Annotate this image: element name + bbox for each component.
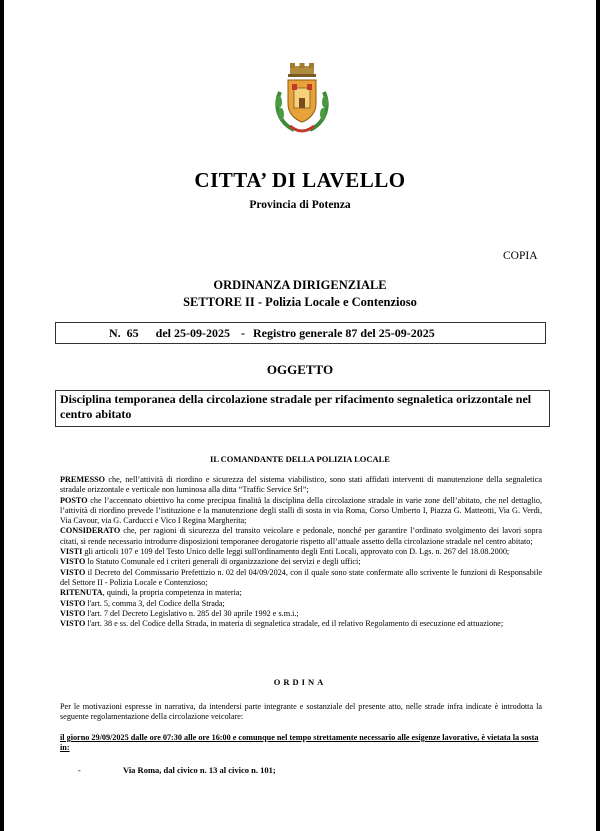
- ordinance-number-box: [55, 322, 546, 344]
- ordinance-date: del 25-09-2025: [155, 325, 230, 340]
- premise-text: che, nell’attività di riordino e sicurezza del sistema viabilistico, sono stati affidati interventi di manutenzione della segnaletica stradale orizzontale e verticale non luminosa alla ditta “Traffic Service Srl”;: [60, 475, 542, 495]
- premise-paragraph: [60, 599, 542, 609]
- order-intro: [60, 702, 542, 723]
- premise-paragraph: [60, 496, 542, 527]
- subject-text: Disciplina temporanea della circolazione stradale per rifacimento segnaletica orizzontale nel centro abitato: [60, 392, 532, 421]
- premise-paragraph: [60, 619, 542, 629]
- premise-lead: VISTO: [60, 598, 86, 608]
- premise-paragraph: [60, 475, 542, 496]
- premise-paragraph: [60, 526, 542, 547]
- order-heading: ORDINA: [273, 677, 327, 687]
- premise-text: l'art. 38 e ss. del Codice della Strada, in materia di segnaletica stradale, ed il relativo Regolamento di esecuzione ed attuazione;: [85, 619, 504, 629]
- document-page: [4, 0, 596, 831]
- premise-text: lo Statuto Comunale ed i criteri generali di organizzazione dei servizi e degli uffici;: [85, 557, 361, 567]
- premise-text: che l’accennato obiettivo ha come precipua finalità la disciplina della circolazione stradale in varie zone dell’abitato, che nel dettaglio, l’attività di riordino prevede l’istituzione e la manutenzione degli stalli di sosta in via Roma, Corso Umberto I, Piazza G. Matteotti, Via G. Verdi, Via Cavour, via G. Carducci e Vico I Regina Margherita;: [60, 495, 542, 526]
- premise-lead: VISTO: [60, 557, 86, 567]
- premise-paragraph: [60, 568, 542, 589]
- ordinance-title: ORDINANZA DIRIGENZIALE: [213, 278, 387, 292]
- premise-text: gli articoli 107 e 109 del Testo Unico delle leggi sull'ordinamento degli Enti Locali, approvato con D. Lgs. n. 267 del 18.08.2000;: [82, 547, 510, 557]
- premise-paragraph: [60, 588, 542, 598]
- premise-paragraph: [60, 547, 542, 557]
- province-name: Provincia di Potenza: [249, 199, 351, 211]
- premise-lead: PREMESSO: [60, 475, 106, 484]
- premise-lead: POSTO: [60, 495, 88, 505]
- city-name: CITTA’ DI LAVELLO: [194, 168, 406, 192]
- order-rule: [60, 733, 542, 754]
- premise-lead: VISTO: [60, 567, 86, 577]
- premise-lead: VISTO: [60, 619, 86, 629]
- authority-heading: IL COMANDANTE DELLA POLIZIA LOCALE: [210, 454, 390, 464]
- order-rule-text: il giorno 29/09/2025 dalle ore 07:30 alle ore 16:00 e comunque nel tempo strettamente necessario alle esigenze lavorative, è vietata la sosta in:: [60, 733, 539, 753]
- premise-text: il Decreto del Commissario Prefettizio n. 02 del 04/09/2024, con il quale sono state confermate allo scrivente le funzioni di Responsabile del Settore II - Polizia Locale e Contenzioso;: [60, 567, 542, 587]
- ordinance-number: N. 65: [109, 325, 139, 340]
- ordinance-sector: SETTORE II - Polizia Locale e Contenzioso: [183, 295, 417, 309]
- premises-section: [60, 475, 542, 629]
- ordinance-registry: Registro generale 87 del 25-09-2025: [253, 325, 435, 340]
- number-separator: -: [241, 325, 245, 340]
- copy-label: COPIA: [503, 250, 538, 262]
- subject-heading: OGGETTO: [266, 362, 334, 377]
- premise-paragraph: [60, 609, 542, 619]
- premise-text: l'art. 5, comma 3, del Codice della Strada;: [85, 598, 225, 608]
- premise-lead: RITENUTA: [60, 588, 103, 598]
- premise-lead: VISTI: [60, 547, 83, 557]
- premise-lead: VISTO: [60, 608, 86, 618]
- list-bullet: -: [78, 766, 81, 775]
- premise-text: , quindi, la propria competenza in materia;: [102, 588, 242, 598]
- list-item: Via Roma, dal civico n. 13 al civico n. 101;: [123, 765, 276, 775]
- subject-box: [55, 390, 550, 427]
- premise-text: che, per ragioni di sicurezza del transito veicolare e pedonale, nonché per garantire l’ordinato svolgimento dei lavori sopra citati, si rende necessario introdurre disposizioni temporanee derogatorie rispetto all’attuale assetto della circolazione stradale nel centro abitato;: [60, 526, 542, 546]
- premise-lead: CONSIDERATO: [60, 526, 121, 536]
- order-intro-text: Per le motivazioni espresse in narrativa, da intendersi parte integrante e sostanziale del presente atto, nelle strade infra indicate è introdotta la seguente regolamentazione della circolazione veicolare:: [60, 702, 542, 722]
- city-coat-of-arms-icon: [270, 62, 334, 138]
- premise-text: l'art. 7 del Decreto Legislativo n. 285 del 30 aprile 1992 e s.m.i.;: [85, 608, 299, 618]
- premise-paragraph: [60, 557, 542, 567]
